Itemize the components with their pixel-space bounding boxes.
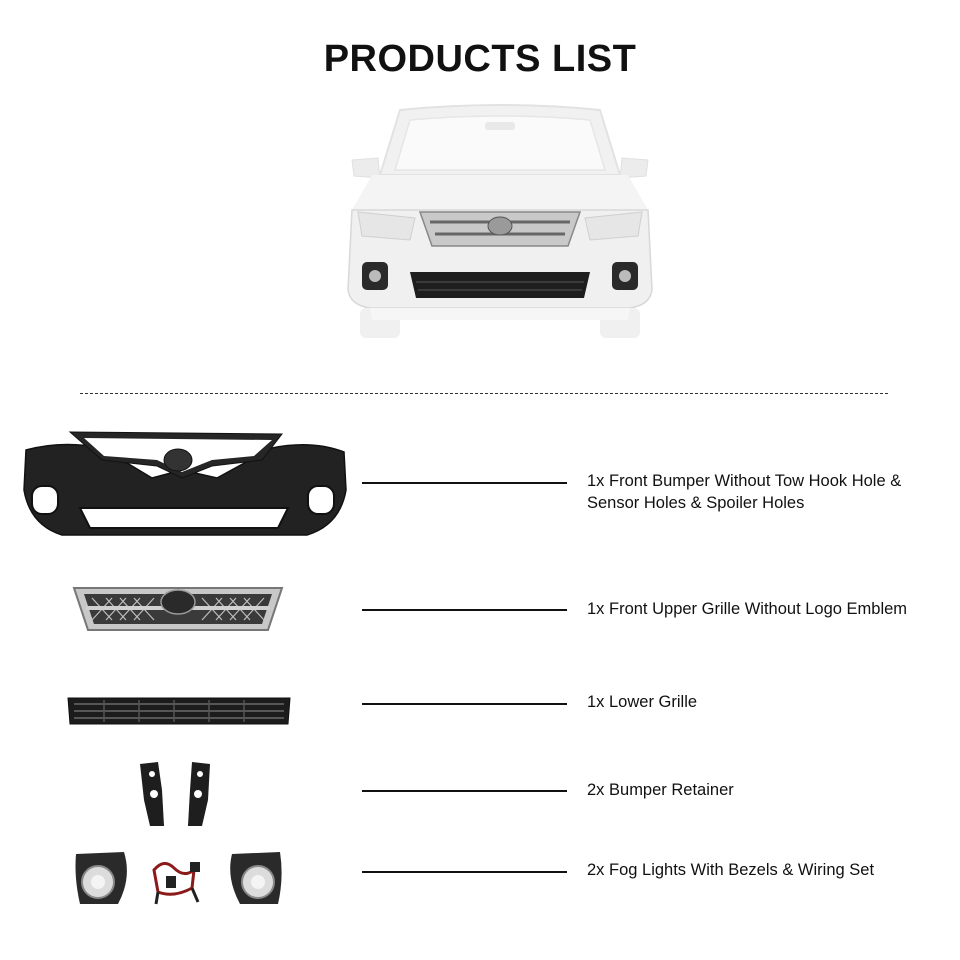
product-label: 1x Lower Grille xyxy=(587,693,698,711)
product-label: 1x Front Upper Grille Without Logo Emblem xyxy=(587,600,908,618)
leader-line xyxy=(362,703,567,705)
car-front-image xyxy=(330,100,670,350)
front-bumper-icon xyxy=(22,430,348,542)
leader-line xyxy=(362,482,567,484)
bumper-retainer-icon xyxy=(136,760,216,830)
leader-line xyxy=(362,609,567,611)
page-title: PRODUCTS LIST xyxy=(323,38,637,80)
fog-light-set-icon xyxy=(74,848,284,908)
product-label: 2x Fog Lights With Bezels & Wiring Set xyxy=(587,861,875,879)
product-label: 1x Front Bumper Without Tow Hook Hole & Sensor Holes & Spoiler Holes xyxy=(587,472,902,512)
section-divider xyxy=(80,393,888,394)
leader-line xyxy=(362,790,567,792)
leader-line xyxy=(362,871,567,873)
upper-grille-icon xyxy=(72,584,284,636)
lower-grille-icon xyxy=(64,692,294,728)
product-label: 2x Bumper Retainer xyxy=(587,781,734,799)
